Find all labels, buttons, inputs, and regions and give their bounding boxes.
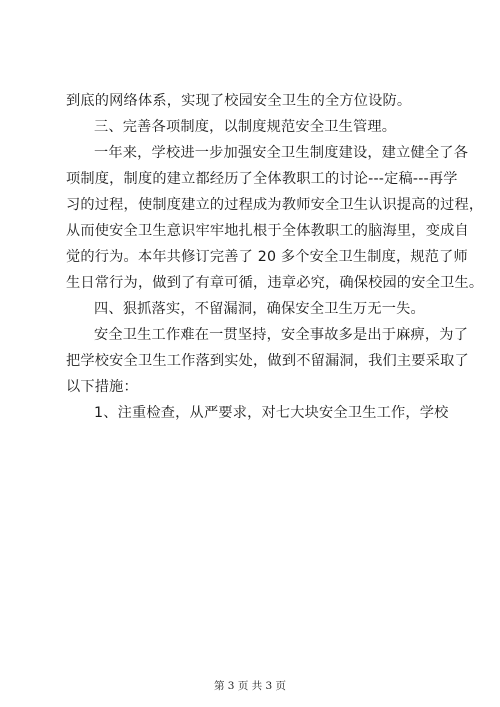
page-number-footer: 第 3 页 共 3 页 xyxy=(213,680,287,692)
text-line-1: 到底的网络体系，实现了校园安全卫生的全方位设防。 xyxy=(66,93,412,109)
section-heading-4: 四、狠抓落实，不留漏洞，确保安全卫生万无一失。 xyxy=(94,301,425,317)
text-line-8: 生日常行为，做到了有章可循，违章必究，确保校园的安全卫生。 xyxy=(66,275,484,291)
section-heading-3: 三、完善各项制度，以制度规范安全卫生管理。 xyxy=(94,119,397,135)
text-line-11: 把学校安全卫生工作落到实处，做到不留漏洞，我们主要采取了 xyxy=(66,353,469,369)
text-line-7: 觉的行为。本年共修订完善了 20 多个安全卫生制度，规范了师 xyxy=(66,249,468,265)
text-line-5: 习的过程，使制度建立的过程成为教师安全卫生认识提高的过程， xyxy=(66,197,484,213)
text-line-10: 安全卫生工作难在一贯坚持，安全事故多是出于麻痹，为了 xyxy=(94,327,469,343)
text-line-3: 一年来，学校进一步加强安全卫生制度建设，建立健全了各 xyxy=(94,145,469,161)
list-item-1: 1、注重检查，从严要求，对七大块安全卫生工作，学校 xyxy=(94,405,449,421)
text-line-12: 以下措施： xyxy=(66,379,138,395)
text-line-6: 从而使安全卫生意识牢牢地扎根于全体教职工的脑海里，变成自 xyxy=(66,223,469,239)
text-line-4: 项制度，制度的建立都经历了全体教职工的讨论---定稿---再学 xyxy=(66,171,458,187)
body-text xyxy=(66,88,484,426)
